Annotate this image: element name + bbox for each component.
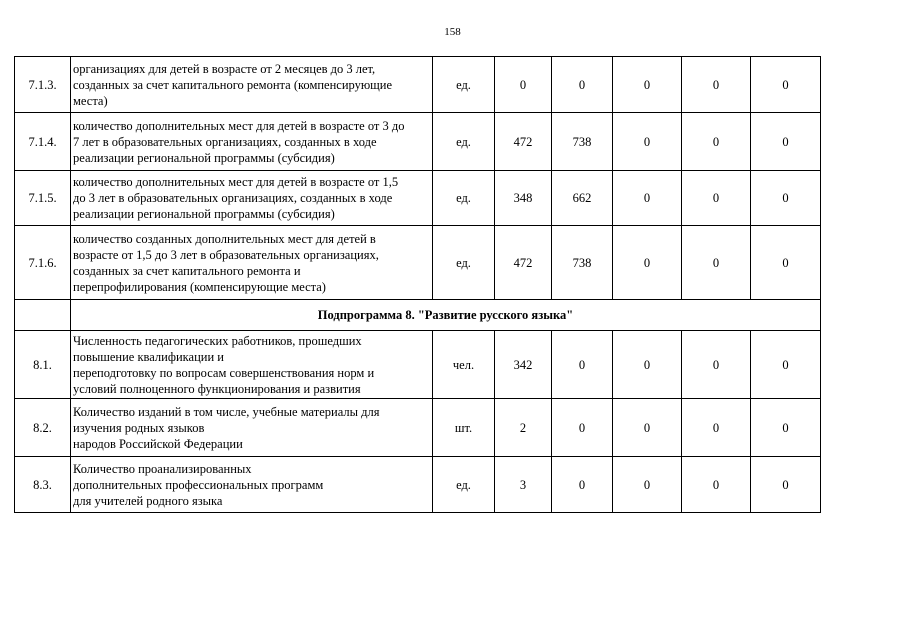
value-cell: 0 xyxy=(682,171,751,226)
table-row xyxy=(15,331,821,399)
description-line: Количество проанализированных xyxy=(73,461,252,476)
value-cell: 0 xyxy=(613,113,682,171)
description-line: возрасте от 1,5 до 3 лет в образовательных организациях, xyxy=(73,247,379,262)
value-cell: 0 xyxy=(751,399,821,457)
row-number: 7.1.3. xyxy=(15,57,71,113)
description-line: до 3 лет в образовательных организациях, созданных в ходе xyxy=(73,191,393,205)
value-cell: 0 xyxy=(613,331,682,399)
unit-cell: ед. xyxy=(433,457,495,513)
value-cell: 0 xyxy=(552,399,613,457)
value-cell: 0 xyxy=(552,331,613,399)
table-row xyxy=(15,399,821,457)
indicator-description xyxy=(71,331,433,399)
value-cell: 3 xyxy=(495,457,552,513)
indicator-description xyxy=(71,226,433,300)
value-cell: 0 xyxy=(613,57,682,113)
value-cell: 0 xyxy=(751,113,821,171)
indicator-description xyxy=(71,57,433,113)
indicators-table xyxy=(14,56,821,513)
description-line: условий полноценного функционирования и развития xyxy=(73,381,361,396)
value-cell: 472 xyxy=(495,226,552,300)
row-number: 8.1. xyxy=(15,331,71,399)
value-cell: 2 xyxy=(495,399,552,457)
value-cell: 0 xyxy=(751,226,821,300)
indicator-description xyxy=(71,171,433,226)
description-line: созданных за счет капитального ремонта и xyxy=(73,263,301,278)
description-line: изучения родных языков xyxy=(73,420,205,435)
description-line: реализации региональной программы (субсидия) xyxy=(73,207,335,221)
description-line: народов Российской Федерации xyxy=(73,436,243,451)
table-row xyxy=(15,457,821,513)
row-number: 7.1.4. xyxy=(15,113,71,171)
indicator-description xyxy=(71,457,433,513)
value-cell: 0 xyxy=(613,226,682,300)
value-cell: 0 xyxy=(682,226,751,300)
value-cell: 0 xyxy=(751,457,821,513)
table-row xyxy=(15,113,821,171)
subprogram-heading: Подпрограмма 8. "Развитие русского языка" xyxy=(71,300,821,331)
description-line: перепрофилирования (компенсирующие места) xyxy=(73,279,326,294)
description-line: повышение квалификации и xyxy=(73,349,224,364)
value-cell: 0 xyxy=(682,113,751,171)
value-cell: 0 xyxy=(613,457,682,513)
value-cell: 0 xyxy=(682,331,751,399)
value-cell: 738 xyxy=(552,113,613,171)
unit-cell: чел. xyxy=(433,331,495,399)
description-line: 7 лет в образовательных организациях, созданных в ходе xyxy=(73,134,377,149)
value-cell: 0 xyxy=(613,171,682,226)
unit-cell: ед. xyxy=(433,171,495,226)
description-line: для учителей родного языка xyxy=(73,493,223,508)
description-line: дополнительных профессиональных программ xyxy=(73,477,324,492)
unit-cell: ед. xyxy=(433,113,495,171)
value-cell: 738 xyxy=(552,226,613,300)
row-number: 7.1.5. xyxy=(15,171,71,226)
description-line: созданных за счет капитального ремонта (компенсирующие xyxy=(73,77,393,92)
description-line: Численность педагогических работников, прошедших xyxy=(73,333,362,348)
value-cell: 0 xyxy=(682,457,751,513)
value-cell: 342 xyxy=(495,331,552,399)
value-cell: 0 xyxy=(751,331,821,399)
description-line: Количество изданий в том числе, учебные материалы для xyxy=(73,404,380,419)
value-cell: 0 xyxy=(682,57,751,113)
value-cell: 0 xyxy=(552,457,613,513)
value-cell: 0 xyxy=(495,57,552,113)
subprogram-number-cell xyxy=(15,300,71,331)
value-cell: 348 xyxy=(495,171,552,226)
table-row xyxy=(15,171,821,226)
description-line: переподготовку по вопросам совершенствования норм и xyxy=(73,365,375,380)
value-cell: 0 xyxy=(751,57,821,113)
description-line: организациях для детей в возрасте от 2 месяцев до 3 лет, xyxy=(73,61,376,76)
table-row xyxy=(15,57,821,113)
description-line: количество созданных дополнительных мест для детей в xyxy=(73,231,376,246)
unit-cell: шт. xyxy=(433,399,495,457)
subprogram-row xyxy=(15,300,821,331)
row-number: 8.3. xyxy=(15,457,71,513)
value-cell: 0 xyxy=(552,57,613,113)
value-cell: 0 xyxy=(682,399,751,457)
indicator-description xyxy=(71,113,433,171)
value-cell: 472 xyxy=(495,113,552,171)
page-number: 158 xyxy=(444,26,461,38)
row-number: 7.1.6. xyxy=(15,226,71,300)
indicator-description xyxy=(71,399,433,457)
value-cell: 0 xyxy=(751,171,821,226)
unit-cell: ед. xyxy=(433,57,495,113)
value-cell: 662 xyxy=(552,171,613,226)
description-line: количество дополнительных мест для детей в возрасте от 3 до xyxy=(73,118,405,133)
description-line: реализации региональной программы (субсидия) xyxy=(73,150,335,165)
unit-cell: ед. xyxy=(433,226,495,300)
row-number: 8.2. xyxy=(15,399,71,457)
value-cell: 0 xyxy=(613,399,682,457)
description-line: места) xyxy=(73,93,108,108)
table-row xyxy=(15,226,821,300)
description-line: количество дополнительных мест для детей в возрасте от 1,5 xyxy=(73,175,399,189)
